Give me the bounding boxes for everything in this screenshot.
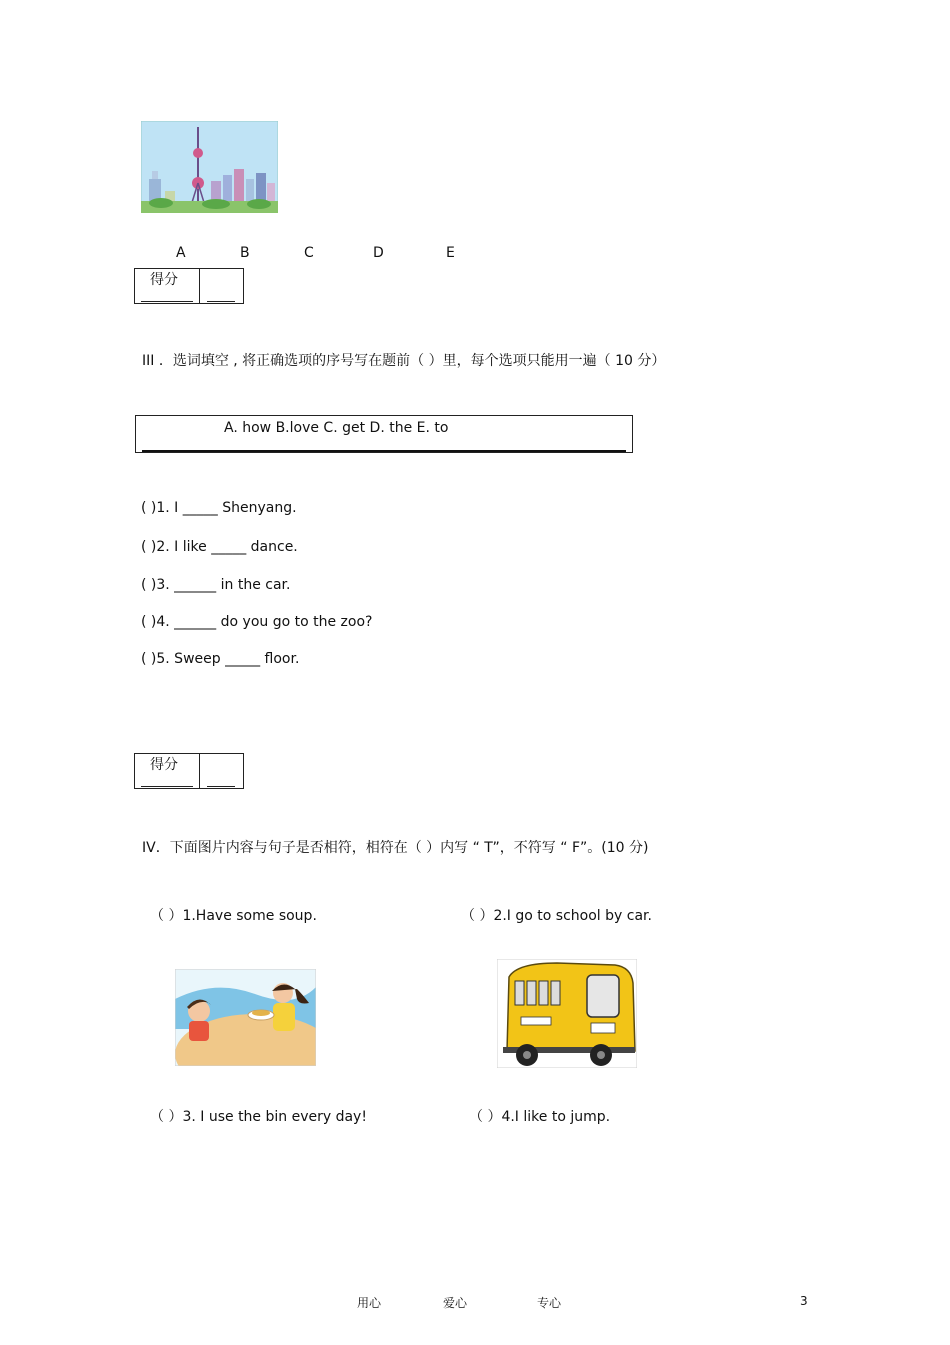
city-skyline-image [141, 121, 278, 213]
score-label: 得分 [150, 272, 178, 288]
judge-item-3: （ ）3. I use the bin every day! [150, 1109, 367, 1125]
score-underline [207, 786, 235, 787]
label-a: A [176, 245, 186, 261]
children-soup-image [175, 969, 316, 1066]
score-underline [207, 301, 235, 302]
school-bus-image [497, 959, 637, 1068]
score-underline [141, 301, 193, 302]
footer-word-2: 爱心 [443, 1296, 468, 1310]
score-divider [199, 269, 200, 303]
score-divider [199, 754, 200, 788]
fill-item-3: ( )3. ______ in the car. [141, 577, 291, 593]
fill-item-4: ( )4. ______ do you go to the zoo? [141, 614, 373, 630]
label-b: B [240, 245, 250, 261]
label-e: E [446, 245, 455, 261]
label-c: C [304, 245, 314, 261]
section3-title: III ．选词填空 , 将正确选项的序号写在题前（ ）里，每个选项只能用一遍（ 10 分） [142, 353, 666, 369]
word-bank-underline [142, 450, 626, 452]
fill-item-5: ( )5. Sweep _____ floor. [141, 651, 300, 667]
section4-title: IV．下面图片内容与句子是否相符，相符在（ ）内写 “ T”，不符写 “ F”。(10 分) [142, 840, 649, 856]
score-box [134, 753, 244, 789]
score-underline [141, 786, 193, 787]
word-bank-box [135, 415, 633, 453]
judge-item-1: （ ）1.Have some soup. [150, 908, 317, 924]
fill-item-2: ( )2. I like _____ dance. [141, 539, 298, 555]
word-bank: A. how B.love C. get D. the E. to [224, 420, 449, 436]
score-label: 得分 [150, 757, 178, 773]
judge-item-4: （ ）4.I like to jump. [469, 1109, 611, 1125]
judge-item-2: （ ）2.I go to school by car. [461, 908, 652, 924]
label-d: D [373, 245, 384, 261]
fill-item-1: ( )1. I _____ Shenyang. [141, 500, 297, 516]
page-number: 3 [800, 1294, 808, 1308]
footer-word-1: 用心 [357, 1296, 382, 1310]
footer-word-3: 专心 [537, 1296, 562, 1310]
score-box [134, 268, 244, 304]
